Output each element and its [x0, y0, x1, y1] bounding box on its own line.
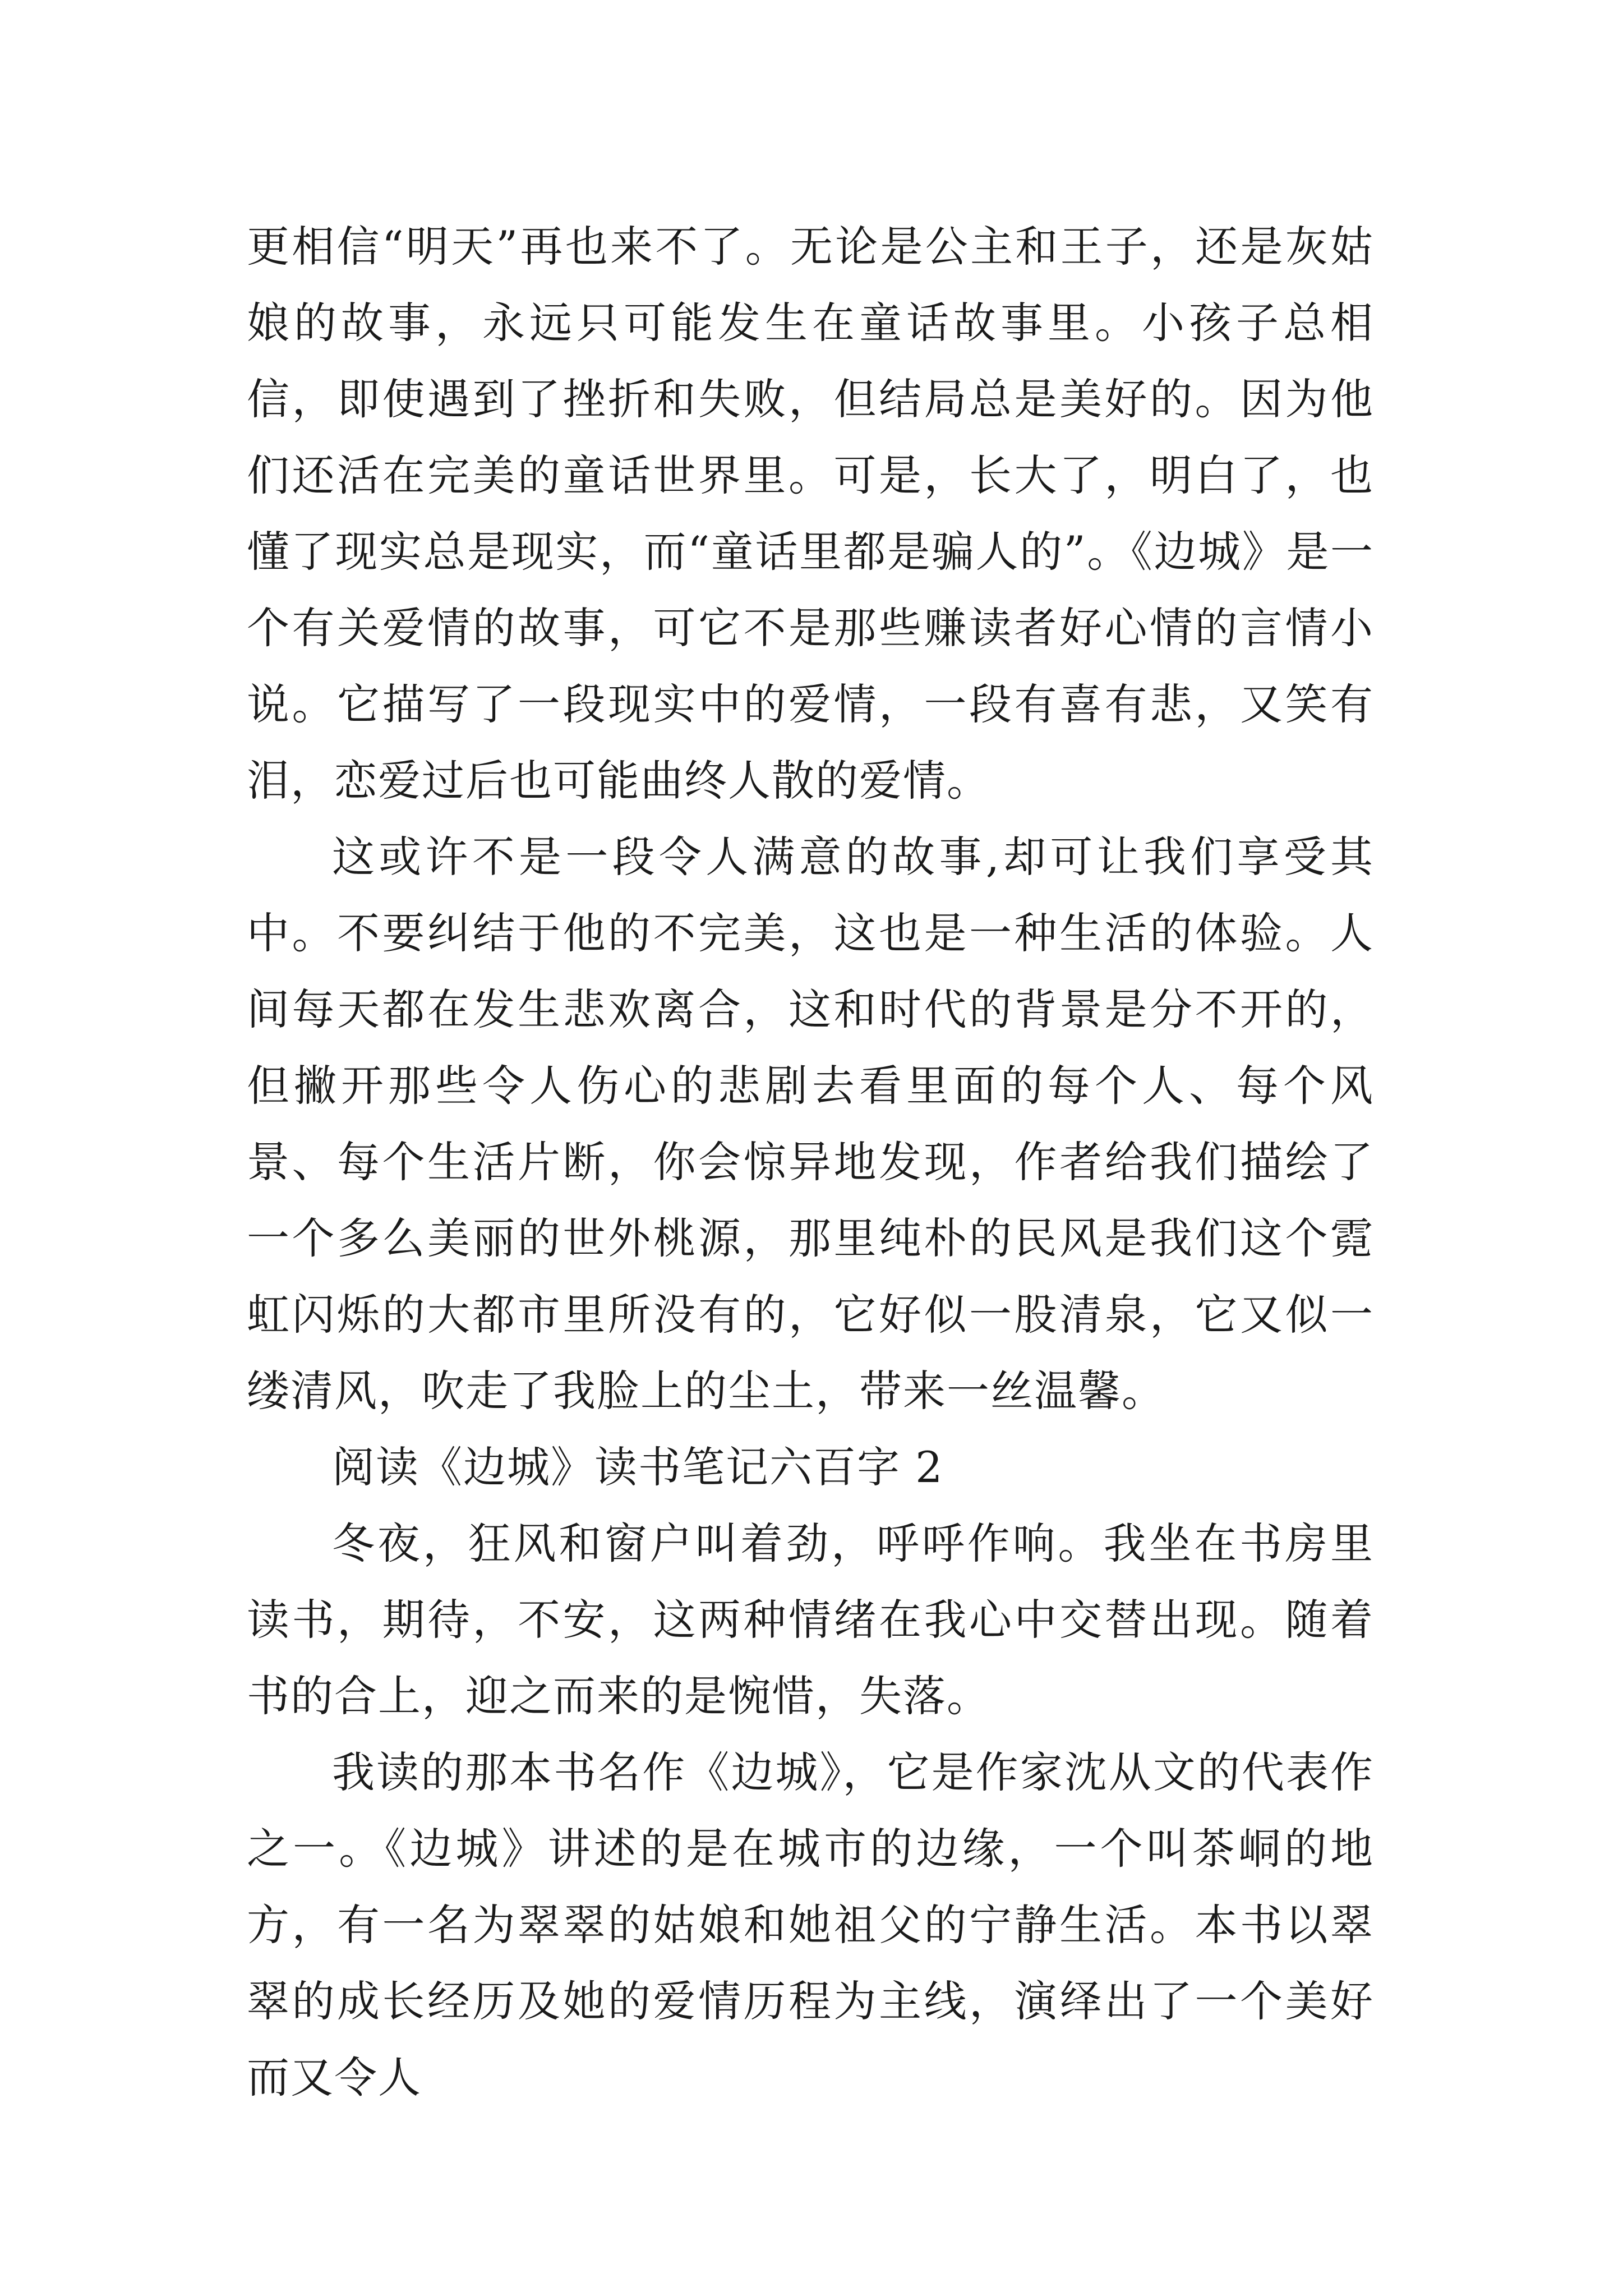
section-title: 阅读《边城》读书笔记六百字 2 [332, 1442, 944, 1492]
document-body [247, 209, 1374, 2116]
paragraph-book-intro: 我读的那本书名作《边城》，它是作家沈从文的代表作之一。《边城》讲述的是在城市的边缘，一个叫茶峒的地方，有一名为翠翠的姑娘和她祖父的宁静生活。本书以翠翠的成长经历及她的爱情历程为主线，演绎出了一个美好而又令人 [247, 1747, 1374, 2102]
paragraph-continuation: 更相信“明天”再也来不了。无论是公主和王子，还是灰姑娘的故事，永远只可能发生在童话故事里。小孩子总相信，即使遇到了挫折和失败，但结局总是美好的。因为他们还活在完美的童话世界里。可是，长大了，明白了，也懂了现实总是现实，而“童话里都是骗人的”。《边城》是一个有关爱情的故事，可它不是那些赚读者好心情的言情小说。它描写了一段现实中的爱情，一段有喜有悲，又笑有泪，恋爱过后也可能曲终人散的爱情。 [247, 222, 1374, 806]
paragraph-winter-night: 冬夜，狂风和窗户叫着劲，呼呼作响。我坐在书房里读书，期待，不安，这两种情绪在我心中交替出现。随着书的合上，迎之而来的是惋惜，失落。 [247, 1519, 1374, 1721]
paragraph-reflection: 这或许不是一段令人满意的故事,却可让我们享受其中。不要纠结于他的不完美，这也是一种生活的体验。人间每天都在发生悲欢离合，这和时代的背景是分不开的，但撇开那些令人伤心的悲剧去看里面的每个人、每个风景、每个生活片断，你会惊异地发现，作者给我们描绘了一个多么美丽的世外桃源，那里纯朴的民风是我们这个霓虹闪烁的大都市里所没有的，它好似一股清泉，它又似一缕清风，吹走了我脸上的尘土，带来一丝温馨。 [247, 832, 1374, 1416]
